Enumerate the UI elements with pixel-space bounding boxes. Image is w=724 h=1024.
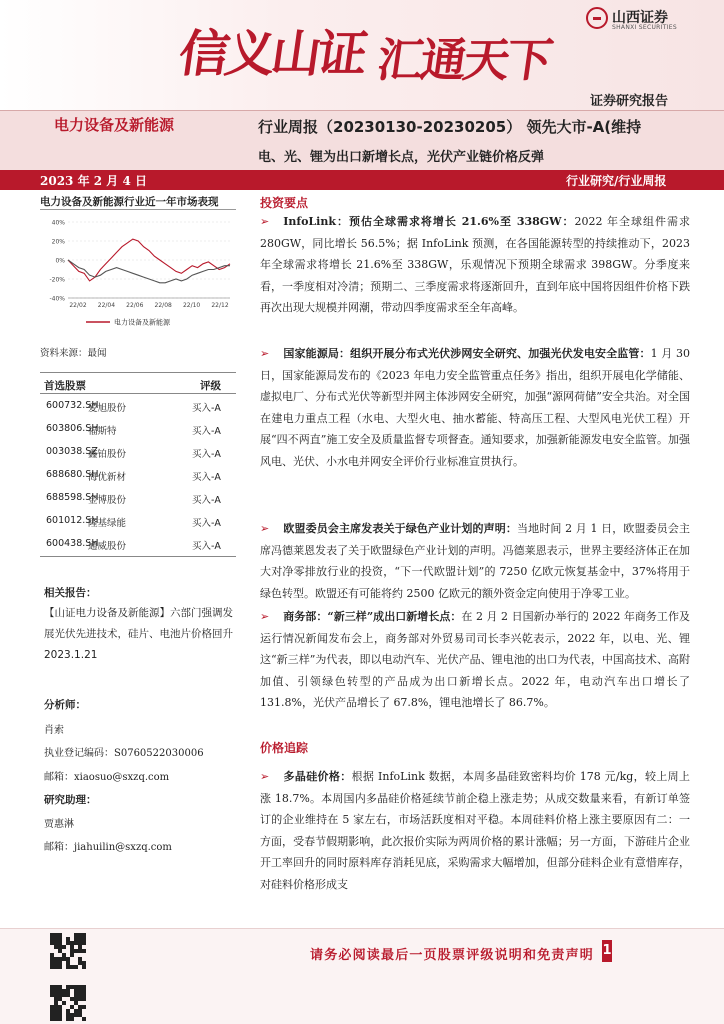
stock-rating: 买入-A [192, 541, 221, 552]
divider [40, 556, 236, 557]
qr-module [74, 941, 78, 945]
table-row [40, 510, 236, 533]
qr-module [70, 1013, 74, 1017]
qr-module [82, 993, 86, 997]
qr-module [78, 961, 82, 965]
qr-module [58, 957, 62, 961]
divider [0, 110, 724, 111]
divider [0, 928, 724, 929]
qr-module [50, 1013, 54, 1017]
stock-name: 海优新材 [88, 472, 127, 483]
qr-module [54, 941, 58, 945]
report-date: 2023 年 2 月 4 日 [40, 174, 147, 188]
stock-rating: 买入-A [192, 449, 221, 460]
bullet-icon: ➢ [260, 770, 270, 783]
x-tick-label: 22/06 [126, 302, 144, 309]
qr-module [54, 945, 58, 949]
qr-code-icon [50, 985, 86, 1021]
stock-rating: 买入-A [192, 495, 221, 506]
stock-header-rating: 评级 [200, 380, 221, 392]
qr-module [82, 989, 86, 993]
table-row [40, 395, 236, 418]
stock-code: 688598.SH [46, 492, 99, 503]
qr-module [78, 957, 82, 961]
qr-module [74, 949, 78, 953]
table-row [40, 441, 236, 464]
qr-module [74, 1013, 78, 1017]
qr-module [66, 1009, 70, 1013]
qr-module [78, 1009, 82, 1013]
qr-module [74, 937, 78, 941]
qr-module [54, 961, 58, 965]
bullet-icon: ➢ [260, 610, 270, 623]
x-tick-label: 22/12 [211, 302, 229, 309]
qr-module [50, 933, 54, 937]
stock-code: 600438.SH [46, 538, 99, 549]
stock-rating: 买入-A [192, 403, 221, 414]
table-row [40, 464, 236, 487]
qr-module [70, 1005, 74, 1009]
qr-module [50, 1005, 54, 1009]
qr-module [50, 993, 54, 997]
paragraph-text: 1 月 30 日，国家能源局发布的《2023 年电力安全监管重点任务》指出，组织开展电化学储能、虚拟电厂、分布式光伏等新型并网主体涉网安全研究，加强“源网荷储”安全共治。对全国在建电力重点工程（水电、大型火电、抽水蓄能、特高压工程、大型风电光伏工程）开展“四不两直”施工安全及质量监督专项督查。通知要求，加强新能源发电安全监管。加强风电、光伏、小水电并网安全评价行业标准宣贯执行。 [260, 347, 691, 468]
qr-module [54, 1009, 58, 1013]
paragraph-lead: 国家能源局：组织开展分布式光伏涉网安全研究、加强光伏发电安全监管： [283, 347, 651, 360]
qr-module [66, 961, 70, 965]
qr-module [78, 933, 82, 937]
qr-code-icon [50, 933, 86, 969]
qr-module [62, 953, 66, 957]
qr-module [78, 993, 82, 997]
qr-module [54, 1005, 58, 1009]
paragraph-mofcom [260, 606, 690, 714]
paragraph-lead: 多晶硅价格： [283, 770, 352, 783]
qr-module [74, 985, 78, 989]
x-tick-label: 22/02 [69, 302, 87, 309]
qr-module [82, 949, 86, 953]
table-row [40, 418, 236, 441]
qr-module [78, 1005, 82, 1009]
qr-module [74, 965, 78, 969]
qr-module [54, 997, 58, 1001]
stock-rating: 买入-A [192, 426, 221, 437]
legend-label: 电力设备及新能源 [114, 318, 170, 327]
qr-module [78, 949, 82, 953]
qr-module [58, 949, 62, 953]
paragraph-lead: 欧盟委员会主席发表关于绿色产业计划的声明： [283, 522, 517, 535]
qr-module [50, 1017, 54, 1021]
qr-module [66, 985, 70, 989]
qr-module [54, 933, 58, 937]
divider [40, 372, 236, 373]
qr-module [58, 1005, 62, 1009]
qr-module [66, 989, 70, 993]
disclaimer: 请务必阅读最后一页股票评级说明和免责声明 [310, 948, 595, 963]
chart-title: 电力设备及新能源行业近一年市场表现 [40, 196, 219, 208]
qr-module [54, 993, 58, 997]
qr-module [58, 985, 62, 989]
qr-module [50, 985, 54, 989]
qr-module [58, 965, 62, 969]
brand-name: 山西证券 [612, 10, 668, 26]
stock-name: 爱旭股份 [88, 403, 127, 414]
qr-module [82, 937, 86, 941]
paragraph-text: 当地时间 2 月 1 日，欧盟委员会主席冯德莱恩发表了关于欧盟绿色产业计划的声明。冯德莱恩表示，世界主要经济体正在加大对净零排放行业的投资，“下一代欧盟计划”的 7250 亿欧元恢复基金中，37%将用于绿色转型。欧盟还有可能将约 2500 亿欧元的额外资金定向使用于净零工业。 [260, 522, 691, 600]
qr-module [62, 945, 66, 949]
qr-module [66, 1013, 70, 1017]
analyst-name: 肖索 [44, 725, 64, 736]
qr-module [58, 1009, 62, 1013]
assistant-heading: 研究助理： [44, 794, 97, 806]
qr-module [54, 937, 58, 941]
bullet-icon: ➢ [260, 522, 270, 535]
y-tick-label: 20% [51, 238, 65, 246]
qr-module [66, 1017, 70, 1021]
qr-module [74, 933, 78, 937]
x-tick-label: 22/04 [97, 302, 116, 309]
slogan-left: 信义山证 [175, 24, 368, 83]
qr-module [74, 993, 78, 997]
stock-code: 603806.SH [46, 423, 99, 434]
qr-module [66, 965, 70, 969]
qr-module [58, 961, 62, 965]
qr-module [78, 989, 82, 993]
qr-module [70, 1017, 74, 1021]
x-tick-label: 22/10 [182, 302, 201, 309]
bullet-icon: ➢ [260, 347, 270, 360]
qr-module [50, 957, 54, 961]
qr-module [70, 985, 74, 989]
analyst-license: 执业登记编码：S0760522030006 [44, 748, 204, 759]
qr-module [58, 989, 62, 993]
y-tick-label: 40% [51, 219, 65, 227]
slogan-right: 汇通天下 [373, 33, 554, 87]
qr-module [50, 953, 54, 957]
qr-module [70, 953, 74, 957]
qr-module [50, 1009, 54, 1013]
qr-module [58, 945, 62, 949]
table-row [40, 487, 236, 510]
qr-module [54, 1017, 58, 1021]
qr-module [54, 1013, 58, 1017]
qr-module [74, 1009, 78, 1013]
qr-module [50, 941, 54, 945]
report-category: 行业研究/行业周报 [566, 174, 667, 188]
paragraph-infolink [260, 211, 690, 319]
market-chart [40, 212, 236, 330]
stock-code: 003038.SZ [46, 446, 98, 457]
qr-module [58, 997, 62, 1001]
industry-name: 电力设备及新能源 [54, 116, 175, 134]
qr-module [82, 961, 86, 965]
qr-module [82, 941, 86, 945]
qr-module [70, 941, 74, 945]
qr-module [74, 1001, 78, 1005]
stock-code: 688680.SH [46, 469, 99, 480]
stock-name: 福斯特 [88, 426, 117, 437]
y-tick-label: 0% [55, 257, 65, 265]
paragraph-text: 在 2 月 2 日国新办举行的 2022 年商务工作及运行情况新闻发布会上，商务部对外贸易司司长李兴乾表示，2022 年，以电、光、锂这“新三样”为代表，即以电动汽车、光伏产品、锂电池的出口为代表，中国高技术、高附加值、引领绿色转型的产品成为出口新增长点。2022 年，电动汽车出口增长了 131.8%，光伏产品增长了 67.8%，锂电池增长了 86.7%。 [260, 610, 690, 709]
stock-code: 600732.SH [46, 400, 99, 411]
qr-module [58, 993, 62, 997]
stock-name: 通威股份 [88, 541, 127, 552]
qr-module [70, 997, 74, 1001]
logo-icon [586, 7, 608, 29]
stock-rating: 买入-A [192, 518, 221, 529]
qr-module [62, 989, 66, 993]
brand-en: SHANXI SECURITIES [612, 24, 677, 31]
y-tick-label: -40% [49, 295, 65, 303]
paragraph-lead: InfoLink：预估全球需求将增长 21.6%至 338GW： [283, 215, 575, 228]
qr-module [78, 997, 82, 1001]
chart-source: 资料来源：最闻 [40, 348, 107, 359]
divider [40, 209, 236, 210]
qr-module [54, 1001, 58, 1005]
qr-module [62, 957, 66, 961]
qr-module [66, 957, 70, 961]
bullet-icon: ➢ [260, 215, 270, 228]
qr-module [70, 949, 74, 953]
qr-module [74, 997, 78, 1001]
qr-module [82, 1017, 86, 1021]
paragraph-polysilicon [260, 766, 690, 895]
qr-module [82, 1005, 86, 1009]
qr-module [78, 945, 82, 949]
divider [40, 393, 236, 394]
analyst-email[interactable]: 邮箱：xiaosuo@sxzq.com [44, 772, 170, 783]
qr-module [78, 1013, 82, 1017]
y-tick-label: -20% [49, 276, 65, 284]
report-title: 行业周报（20230130-20230205） 领先大市-A(维持 [258, 118, 642, 136]
assistant-name: 贾惠淋 [44, 819, 74, 830]
qr-module [74, 989, 78, 993]
report-kind: 证券研究报告 [590, 94, 669, 109]
paragraph-lead: 商务部：“新三样”成出口新增长点： [283, 610, 462, 623]
paragraph-text: 2022 年全球组件需求 280GW，同比增长 56.5%；据 InfoLink 预测，在各国能源转型的持续推动下，2023 年全球需求将增长 21.6%至 338GW，乐观情况下预期全球需求 398GW。分季度来看，一季度相对冷清；预期二、三季度需求将逐渐回升，直到年底中国将因组件价格下跌再次出现大规模并网潮，带动四季度需求至全年高峰。 [260, 215, 690, 314]
assistant-email[interactable]: 邮箱：jiahuilin@sxzq.com [44, 842, 172, 853]
qr-module [82, 997, 86, 1001]
qr-module [66, 937, 70, 941]
page-number: 1 [602, 940, 612, 962]
qr-module [58, 1013, 62, 1017]
qr-module [50, 989, 54, 993]
qr-module [70, 965, 74, 969]
qr-module [58, 933, 62, 937]
stock-header-code: 首选股票 [44, 380, 86, 392]
qr-module [62, 993, 66, 997]
stock-name: 隆基绿能 [88, 518, 127, 529]
qr-module [58, 1017, 62, 1021]
table-row [40, 533, 236, 556]
paragraph-text: 根据 InfoLink 数据，本周多晶硅致密料均价 178 元/kg，较上周上涨 18.7%。本周国内多晶硅价格延续节前企稳上涨走势；从成交数量来看，有新订单签订的企业维持在 5 家左右，市场活跃度相对平稳。本周硅料价格上涨主要原因有二：一方面，受春节假期影响，此次报价实际为两周价格的累计涨幅；另一方面，下游硅片企业开工率回升的同时原料库存消耗见底，采购需求大幅增加，但部分硅料企业有意惜库存，对硅料价格形成支 [260, 770, 691, 891]
qr-module [54, 985, 58, 989]
related-report-link[interactable]: 【山证电力设备及新能源】六部门强调发展光伏先进技术，硅片、电池片价格回升 2023.1.21 [44, 607, 233, 661]
qr-module [82, 985, 86, 989]
qr-module [62, 1001, 66, 1005]
qr-module [50, 965, 54, 969]
stock-name: 金博股份 [88, 495, 127, 506]
qr-module [54, 989, 58, 993]
qr-module [50, 937, 54, 941]
qr-module [78, 937, 82, 941]
qr-module [82, 965, 86, 969]
analyst-heading: 分析师： [44, 699, 86, 711]
qr-module [50, 961, 54, 965]
qr-module [54, 957, 58, 961]
stock-name: 鑫铂股份 [88, 449, 127, 460]
stock-rating: 买入-A [192, 472, 221, 483]
qr-module [82, 933, 86, 937]
qr-module [58, 941, 62, 945]
qr-module [66, 941, 70, 945]
qr-module [70, 945, 74, 949]
qr-module [78, 985, 82, 989]
paragraph-eu [260, 518, 690, 604]
related-heading: 相关报告： [44, 587, 97, 599]
report-subtitle: 电、光、锂为出口新增长点，光伏产业链价格反弹 [258, 150, 545, 165]
stock-code: 601012.SH [46, 515, 99, 526]
qr-module [54, 965, 58, 969]
paragraph-nea [260, 343, 690, 472]
section-heading: 投资要点 [260, 196, 309, 210]
qr-module [58, 937, 62, 941]
qr-module [78, 941, 82, 945]
qr-module [66, 993, 70, 997]
x-tick-label: 22/08 [154, 302, 172, 309]
section-heading: 价格追踪 [260, 741, 309, 755]
